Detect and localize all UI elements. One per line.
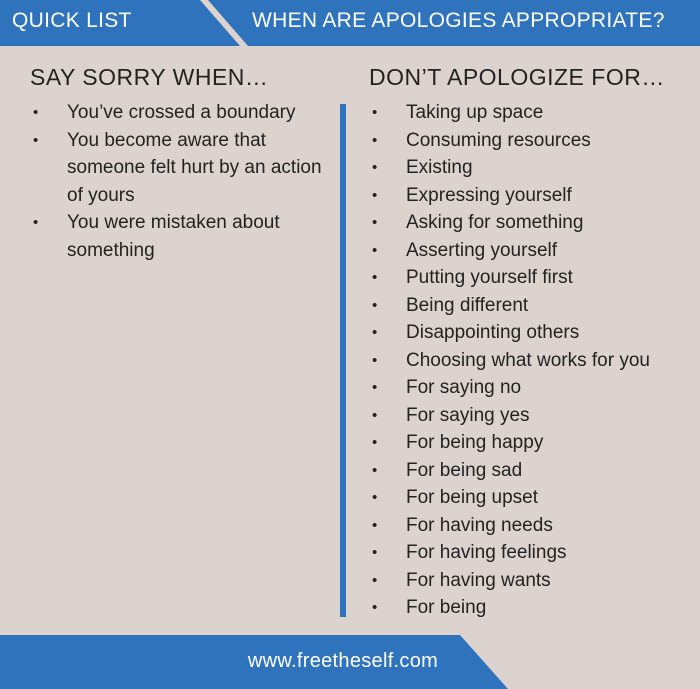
- list-item: [369, 512, 699, 540]
- bullet-icon: •: [372, 296, 378, 314]
- list-item-text: You become aware that someone felt hurt by an action of yours: [67, 129, 322, 206]
- list-item-text: Taking up space: [406, 102, 544, 123]
- list-item-text: Disappointing others: [406, 322, 580, 343]
- bullet-icon: •: [372, 159, 378, 176]
- list-item: [369, 484, 699, 512]
- dont-apologize-heading: DON’T APOLOGIZE FOR…: [369, 64, 665, 90]
- bullet-icon: •: [372, 214, 378, 231]
- bullet-icon: •: [372, 131, 378, 149]
- bullet-icon: •: [372, 241, 378, 259]
- footer-url: www.freetheself.com: [247, 650, 439, 672]
- list-item-text: Being different: [406, 294, 529, 316]
- page-title: WHEN ARE APOLOGIES APPROPRIATE?: [252, 9, 665, 32]
- list-item: [369, 127, 699, 155]
- bullet-icon: •: [372, 351, 378, 369]
- say-sorry-list: [30, 99, 330, 264]
- list-item-text: For being upset: [406, 487, 539, 508]
- list-item: [369, 429, 699, 457]
- list-item-text: For having needs: [406, 514, 553, 536]
- bullet-icon: •: [372, 269, 378, 286]
- list-item-text: Asserting yourself: [406, 239, 558, 261]
- list-item: [30, 99, 330, 127]
- list-item-text: For being: [406, 597, 487, 618]
- list-item: [369, 292, 699, 320]
- column-divider: [340, 104, 346, 617]
- bullet-icon: •: [372, 104, 378, 121]
- list-item: [369, 402, 699, 430]
- bullet-icon: •: [33, 131, 39, 149]
- list-item: [30, 209, 330, 264]
- list-item: [369, 237, 699, 265]
- list-item: [369, 319, 699, 347]
- list-item-text: For having wants: [406, 569, 551, 591]
- list-item-text: Choosing what works for you: [406, 349, 650, 371]
- bullet-icon: •: [372, 599, 378, 616]
- list-item: [369, 182, 699, 210]
- list-item: [369, 594, 699, 622]
- bullet-icon: •: [33, 214, 39, 231]
- quick-list-label: QUICK LIST: [12, 9, 132, 32]
- bullet-icon: •: [372, 434, 378, 451]
- bullet-icon: •: [372, 516, 378, 534]
- list-item-text: Consuming resources: [406, 129, 591, 151]
- list-item-text: Putting yourself first: [406, 267, 573, 288]
- bullet-icon: •: [372, 461, 378, 479]
- list-item-text: For being happy: [406, 432, 544, 453]
- list-item-text: For being sad: [406, 459, 523, 481]
- list-item: [369, 99, 699, 127]
- list-item: [369, 567, 699, 595]
- dont-apologize-list: [369, 99, 699, 622]
- list-item-text: For saying no: [406, 377, 522, 398]
- bullet-icon: •: [372, 379, 378, 396]
- list-item: [369, 154, 699, 182]
- list-item: [369, 264, 699, 292]
- say-sorry-heading: SAY SORRY WHEN…: [30, 64, 269, 90]
- list-item: [369, 374, 699, 402]
- list-item-text: Expressing yourself: [406, 184, 572, 206]
- list-item-text: You were mistaken about something: [67, 212, 280, 261]
- list-item: [369, 347, 699, 375]
- bullet-icon: •: [372, 186, 378, 204]
- list-item: [369, 209, 699, 237]
- list-item: [369, 457, 699, 485]
- list-item: [30, 127, 330, 210]
- list-item: [369, 539, 699, 567]
- list-item-text: For saying yes: [406, 404, 530, 426]
- bullet-icon: •: [372, 544, 378, 561]
- list-item-text: Existing: [406, 157, 473, 178]
- bullet-icon: •: [372, 571, 378, 589]
- bullet-icon: •: [33, 104, 39, 121]
- list-item-text: You’ve crossed a boundary: [67, 102, 296, 123]
- bullet-icon: •: [372, 324, 378, 341]
- bullet-icon: •: [372, 489, 378, 506]
- bullet-icon: •: [372, 406, 378, 424]
- list-item-text: Asking for something: [406, 212, 584, 233]
- list-item-text: For having feelings: [406, 542, 567, 563]
